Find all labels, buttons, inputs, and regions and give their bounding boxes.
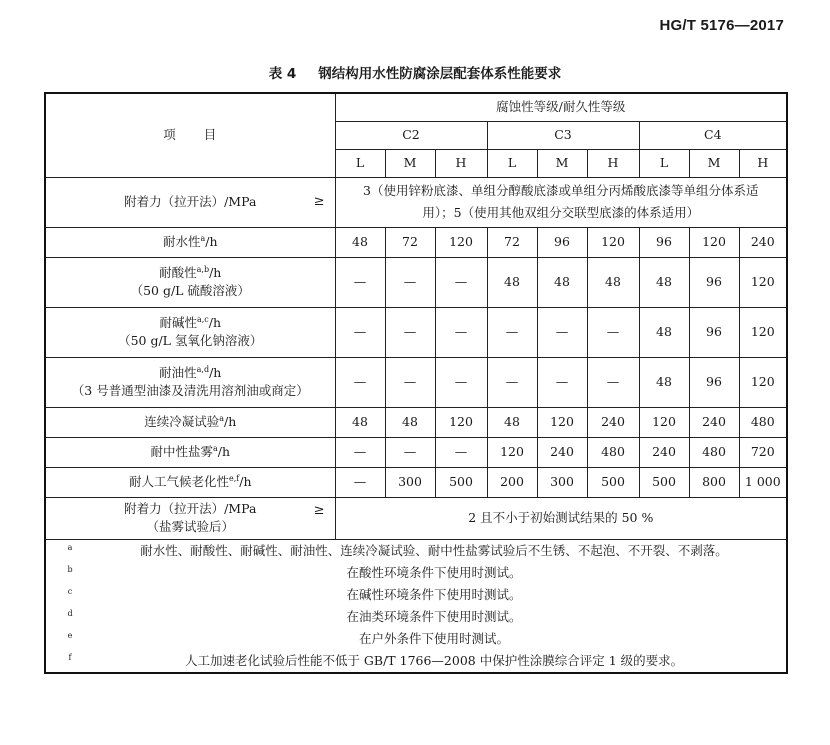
value-cell: — [335, 437, 385, 467]
value-cell: 120 [537, 407, 587, 437]
row-label-text: 连续冷凝试验 [144, 414, 220, 429]
level-header: L [639, 149, 689, 177]
value-cell: 48 [335, 227, 385, 257]
value-cell: 96 [689, 307, 739, 357]
value-cell: — [537, 357, 587, 407]
footnote-ref: a,d [196, 365, 210, 374]
row-label [46, 233, 335, 251]
row-label [46, 264, 335, 282]
value-cell: 48 [487, 407, 537, 437]
value-cell: 240 [537, 437, 587, 467]
row-unit: /h [208, 315, 222, 330]
value-cell: 120 [435, 227, 487, 257]
value-cell: — [385, 437, 435, 467]
footnote-ref: a,c [196, 315, 209, 324]
value-cell: 120 [487, 437, 537, 467]
standard-id: HG/T 5176—2017 [659, 17, 784, 34]
value-cell: 48 [487, 257, 537, 307]
item-header: 项 目 [45, 93, 335, 177]
value-cell: 48 [639, 257, 689, 307]
value-cell: 240 [639, 437, 689, 467]
row-label-text: 耐中性盐雾 [150, 444, 213, 459]
table-title: 钢结构用水性防腐涂层配套体系性能要求 [318, 66, 562, 82]
row-label-text: 耐碱性 [159, 315, 197, 330]
table-row [45, 467, 787, 497]
value-cell: — [385, 357, 435, 407]
footnote-text: 在酸性环境条件下使用时测试。 [346, 564, 522, 580]
row-label-cell [45, 407, 335, 437]
value-cell: 48 [537, 257, 587, 307]
row-sublabel: （50 g/L 硫酸溶液） [130, 283, 250, 298]
footnote-text: 耐水性、耐酸性、耐碱性、耐油性、连续冷凝试验、耐中性盐雾试验后不生锈、不起泡、不开裂、不剥落。 [140, 542, 728, 558]
ge-symbol: ≥ [313, 502, 325, 518]
footnote [46, 650, 786, 672]
level-header: M [537, 149, 587, 177]
row-label-cell [45, 227, 335, 257]
footnote-ref: a,b [196, 265, 210, 274]
value-cell: 120 [739, 257, 787, 307]
merged-requirement: 2 且不小于初始测试结果的 50 % [335, 497, 787, 539]
class-header: C3 [487, 121, 639, 149]
value-cell: 48 [639, 307, 689, 357]
footnote-ref: a [219, 414, 225, 423]
footnote-text: 在户外条件下使用时测试。 [359, 630, 510, 646]
value-cell: 120 [587, 227, 639, 257]
row-label [46, 314, 335, 332]
value-cell: — [537, 307, 587, 357]
value-cell: 96 [689, 257, 739, 307]
footnote-ref: a [212, 444, 218, 453]
row-label-text: 耐人工气候老化性 [128, 474, 229, 489]
value-cell: 300 [537, 467, 587, 497]
table-row [45, 407, 787, 437]
row-unit: /h [209, 365, 222, 380]
row-label-text: 耐油性 [159, 365, 197, 380]
value-cell: 240 [587, 407, 639, 437]
table-row [45, 497, 787, 539]
footnote-text: 人工加速老化试验后性能不低于 GB/T 1766—2008 中保护性涂膜综合评定 1 级的要求。 [184, 652, 684, 668]
row-label-cell [45, 357, 335, 407]
row-unit: /h [239, 474, 252, 489]
row-label-text: 耐水性 [162, 234, 201, 249]
row-label-text: 附着力（拉开法）/MPa [124, 194, 257, 209]
row-label [46, 500, 335, 518]
value-cell: 200 [487, 467, 537, 497]
row-label [46, 364, 335, 382]
footnote-ref: e,f [229, 474, 240, 483]
level-header: H [587, 149, 639, 177]
value-cell: — [335, 307, 385, 357]
footnote-mark: c [67, 586, 73, 596]
row-label-cell [45, 467, 335, 497]
row-label-cell [45, 177, 335, 227]
level-header: L [487, 149, 537, 177]
value-cell: — [385, 307, 435, 357]
footnote-ref: a [200, 234, 206, 243]
value-cell: 500 [587, 467, 639, 497]
footnote-mark: f [68, 652, 72, 662]
row-label [46, 443, 335, 461]
value-cell: — [335, 357, 385, 407]
value-cell: 1 000 [739, 467, 787, 497]
value-cell: — [435, 307, 487, 357]
table-row [45, 357, 787, 407]
footnote [46, 584, 786, 606]
value-cell: 720 [739, 437, 787, 467]
level-header: H [739, 149, 787, 177]
footnote [46, 540, 786, 562]
header-row-group [45, 93, 787, 121]
row-label-text: 附着力（拉开法）/MPa [124, 501, 257, 516]
notes-row [45, 539, 787, 673]
table-row [45, 227, 787, 257]
value-cell: 72 [385, 227, 435, 257]
value-cell: 500 [435, 467, 487, 497]
value-cell: — [587, 357, 639, 407]
value-cell: 72 [487, 227, 537, 257]
row-label [46, 473, 335, 491]
row-label-cell [45, 437, 335, 467]
value-cell: 120 [639, 407, 689, 437]
level-header: M [385, 149, 435, 177]
row-sublabel: （50 g/L 氢氧化钠溶液） [118, 333, 263, 348]
class-header: C4 [639, 121, 787, 149]
footnote-mark: e [67, 630, 73, 640]
value-cell: 480 [587, 437, 639, 467]
footnote [46, 562, 786, 584]
table-row [45, 257, 787, 307]
row-unit: /h [217, 444, 231, 459]
value-cell: 48 [587, 257, 639, 307]
table-row [45, 177, 787, 227]
value-cell: — [487, 307, 537, 357]
row-label-cell [45, 307, 335, 357]
group-header: 腐蚀性等级/耐久性等级 [335, 93, 787, 121]
class-header: C2 [335, 121, 487, 149]
row-unit: /h [209, 265, 222, 280]
value-cell: 96 [537, 227, 587, 257]
row-label-cell [45, 497, 335, 539]
value-cell: — [487, 357, 537, 407]
table-row [45, 307, 787, 357]
footnote-text: 在油类环境条件下使用时测试。 [346, 608, 522, 624]
level-header: M [689, 149, 739, 177]
footnote-text: 在碱性环境条件下使用时测试。 [346, 586, 522, 602]
footnote-mark: b [67, 564, 73, 574]
value-cell: — [435, 257, 487, 307]
table-notes [45, 539, 787, 673]
value-cell: 48 [335, 407, 385, 437]
footnote [46, 606, 786, 628]
value-cell: 480 [689, 437, 739, 467]
table-row [45, 437, 787, 467]
value-cell: — [435, 437, 487, 467]
value-cell: — [385, 257, 435, 307]
ge-symbol: ≥ [313, 194, 325, 209]
value-cell: 120 [689, 227, 739, 257]
value-cell: 500 [639, 467, 689, 497]
row-label-text: 耐酸性 [159, 265, 197, 280]
table-caption [0, 62, 830, 82]
value-cell: 48 [639, 357, 689, 407]
value-cell: — [587, 307, 639, 357]
value-cell: 240 [689, 407, 739, 437]
row-unit: /h [205, 234, 218, 249]
row-sublabel: （盐雾试验后） [146, 519, 234, 534]
row-label [46, 413, 335, 431]
value-cell: 120 [739, 307, 787, 357]
value-cell: — [335, 467, 385, 497]
footnote [46, 628, 786, 650]
level-header: H [435, 149, 487, 177]
value-cell: 480 [739, 407, 787, 437]
value-cell: — [435, 357, 487, 407]
row-unit: /h [224, 414, 237, 429]
value-cell: 300 [385, 467, 435, 497]
value-cell: 120 [435, 407, 487, 437]
value-cell: 48 [385, 407, 435, 437]
value-cell: 96 [689, 357, 739, 407]
performance-table [44, 92, 788, 674]
footnote-mark: a [67, 542, 73, 552]
value-cell: 240 [739, 227, 787, 257]
table-number: 表 4 [268, 66, 297, 82]
value-cell: 800 [689, 467, 739, 497]
merged-requirement: 3（使用锌粉底漆、单组分醇酸底漆或单组分丙烯酸底漆等单组分体系适用）；5（使用其他双组分交联型底漆的体系适用） [335, 177, 787, 227]
row-sublabel: （3 号普通型油漆及清洗用溶剂油或商定） [71, 383, 309, 398]
level-header: L [335, 149, 385, 177]
value-cell: 96 [639, 227, 689, 257]
value-cell: 120 [739, 357, 787, 407]
footnote-mark: d [67, 608, 73, 618]
row-label-cell [45, 257, 335, 307]
value-cell: — [335, 257, 385, 307]
row-label [46, 193, 335, 211]
